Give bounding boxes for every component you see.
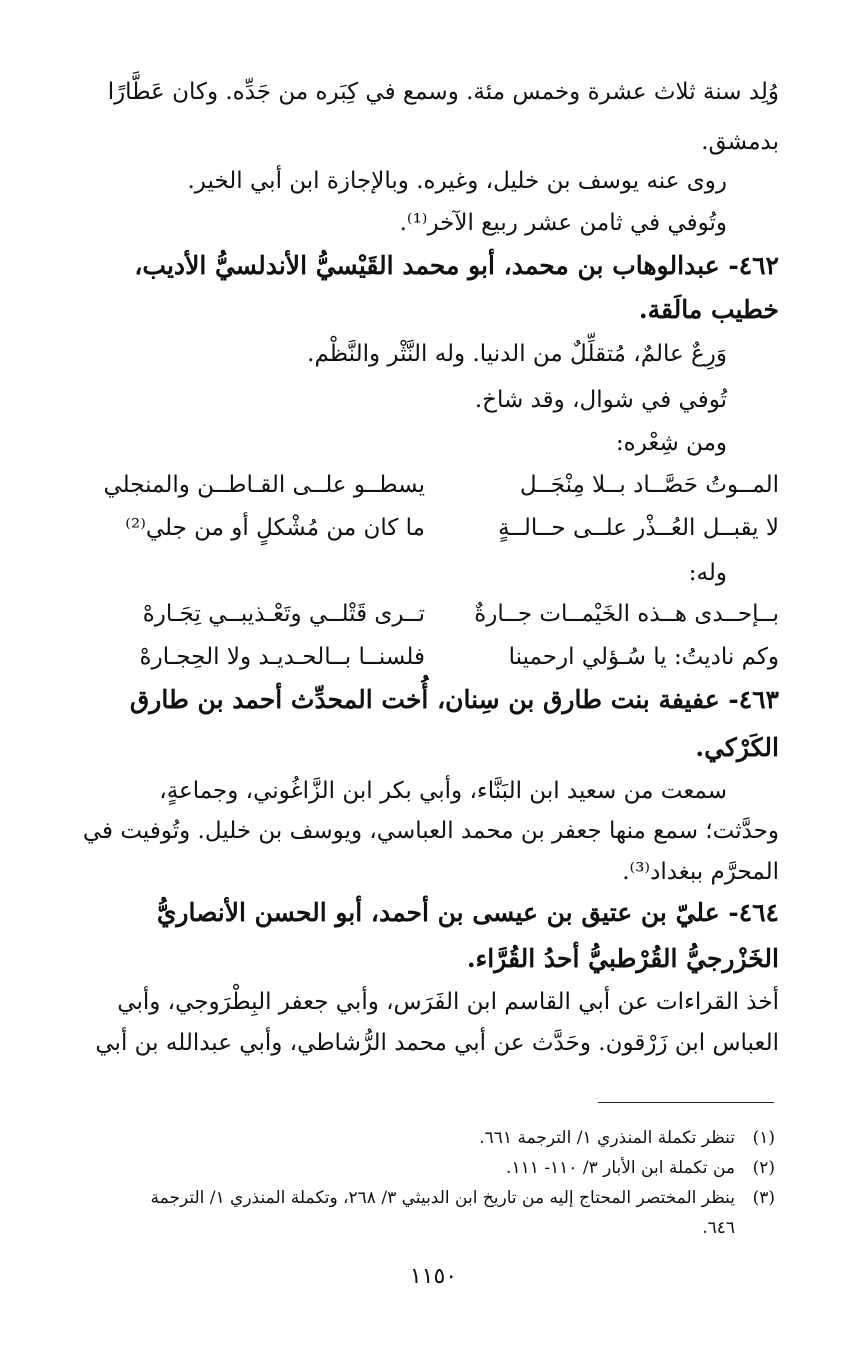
verse-hemistich-right: المــوتُ حَصَّــاد بــلا مِنْجَــل [519,472,779,498]
text-line: تُوفي في شوال، وقد شاخ. [474,387,727,413]
entry-heading: ٤٦٣- عفيفة بنت طارق بن سِنان، أُخت المحدِّث أحمد بن طارق [129,685,779,714]
text-line: وُلِد سنة ثلاث عشرة وخمس مئة. وسمع في كِبَره من جَدِّه. وكان عَطَّارًا [107,79,779,105]
footnote-number: (٢) [752,1158,775,1178]
entry-heading: ٤٦٤- عليّ بن عتيق بن عيسى بن أحمد، أبو الحسن الأنصاريُّ [156,898,779,927]
text-line: وَرِعٌ عالمٌ، مُتقلِّلٌ من الدنيا. وله النَّثْر والنَّظْم. [307,341,727,367]
text-line: وحدَّثت؛ سمع منها جعفر بن محمد العباسي، ويوسف بن خليل. وتُوفيت في [82,818,779,844]
verse-hemistich-left: يسطــو علــى القـاطــن والمنجلي [103,472,425,498]
verse-hemistich-right: بــإحــدى هــذه الخَيْمــات جــارةٌ [474,601,779,627]
text-line: وله: [688,560,727,586]
footnote-text: ينظر المختصر المحتاج إليه من تاريخ ابن الدبيثي ٣/ ٢٦٨، وتكملة المنذري ١/ الترجمة [150,1188,735,1208]
text-line: روى عنه يوسف بن خليل، وغيره. وبالإجازة ابن أبي الخير. [187,168,727,194]
footnote-number: (١) [752,1128,775,1148]
footnote [479,1124,775,1152]
text-line: بدمشق. [701,129,779,155]
page-number: ١١٥٠ [409,1264,458,1289]
verse-hemistich-right: وكم ناديتُ: يا سُـؤلي ارحمينا [508,644,779,670]
verse-hemistich-left: فلسنــا بــالحـديـد ولا الحِجـارهْ [139,644,425,670]
footnote-text: من تكملة ابن الأبار ٣/ ١١٠- ١١١. [506,1158,735,1178]
footnote [151,1184,776,1212]
text-line: أخذ القراءات عن أبي القاسم ابن الفَرَس، وأبي جعفر البِطْرَوجي، وأبي [117,989,779,1015]
footnote [506,1154,775,1182]
text-line: المحرَّم ببغداد⁽³⁾. [622,859,779,885]
text-line: وتُوفي في ثامن عشر ربيع الآخر⁽¹⁾. [399,210,727,236]
text-line: ومن شِعْره: [615,430,727,456]
verse-hemistich-right: لا يقبــل العُــذْر علــى حــالــةٍ [498,515,779,541]
entry-heading: ٤٦٢- عبدالوهاب بن محمد، أبو محمد القَيْسيُّ الأندلسيُّ الأديب، [134,251,779,280]
footnote-text: ٦٤٦. [702,1218,735,1238]
entry-heading: الكَرْكي. [695,733,779,762]
verse-hemistich-left: ما كان من مُشْكلٍ أو من جلي⁽²⁾ [125,515,425,541]
footnote-text: تنظر تكملة المنذري ١/ الترجمة ٦٦١. [479,1128,735,1148]
footnote [702,1214,735,1242]
entry-heading: خطيب مالَقة. [638,295,779,324]
footnote-number: (٣) [752,1188,775,1208]
text-line: سمعت من سعيد ابن البَنَّاء، وأبي بكر ابن الزَّاغُوني، وجماعةٍ، [159,778,727,804]
text-line: العباس ابن زَرْقون. وحَدَّث عن أبي محمد الرُّشاطي، وأبي عبدالله بن أبي [95,1030,779,1056]
entry-heading: الخَزْرجيُّ القُرْطبيُّ أحدُ القُرَّاء. [466,944,779,973]
footnote-divider [598,1102,774,1103]
verse-hemistich-left: تــرى قَتْلــي وتَعْـذيبــي تِجَـارهْ [142,601,425,627]
